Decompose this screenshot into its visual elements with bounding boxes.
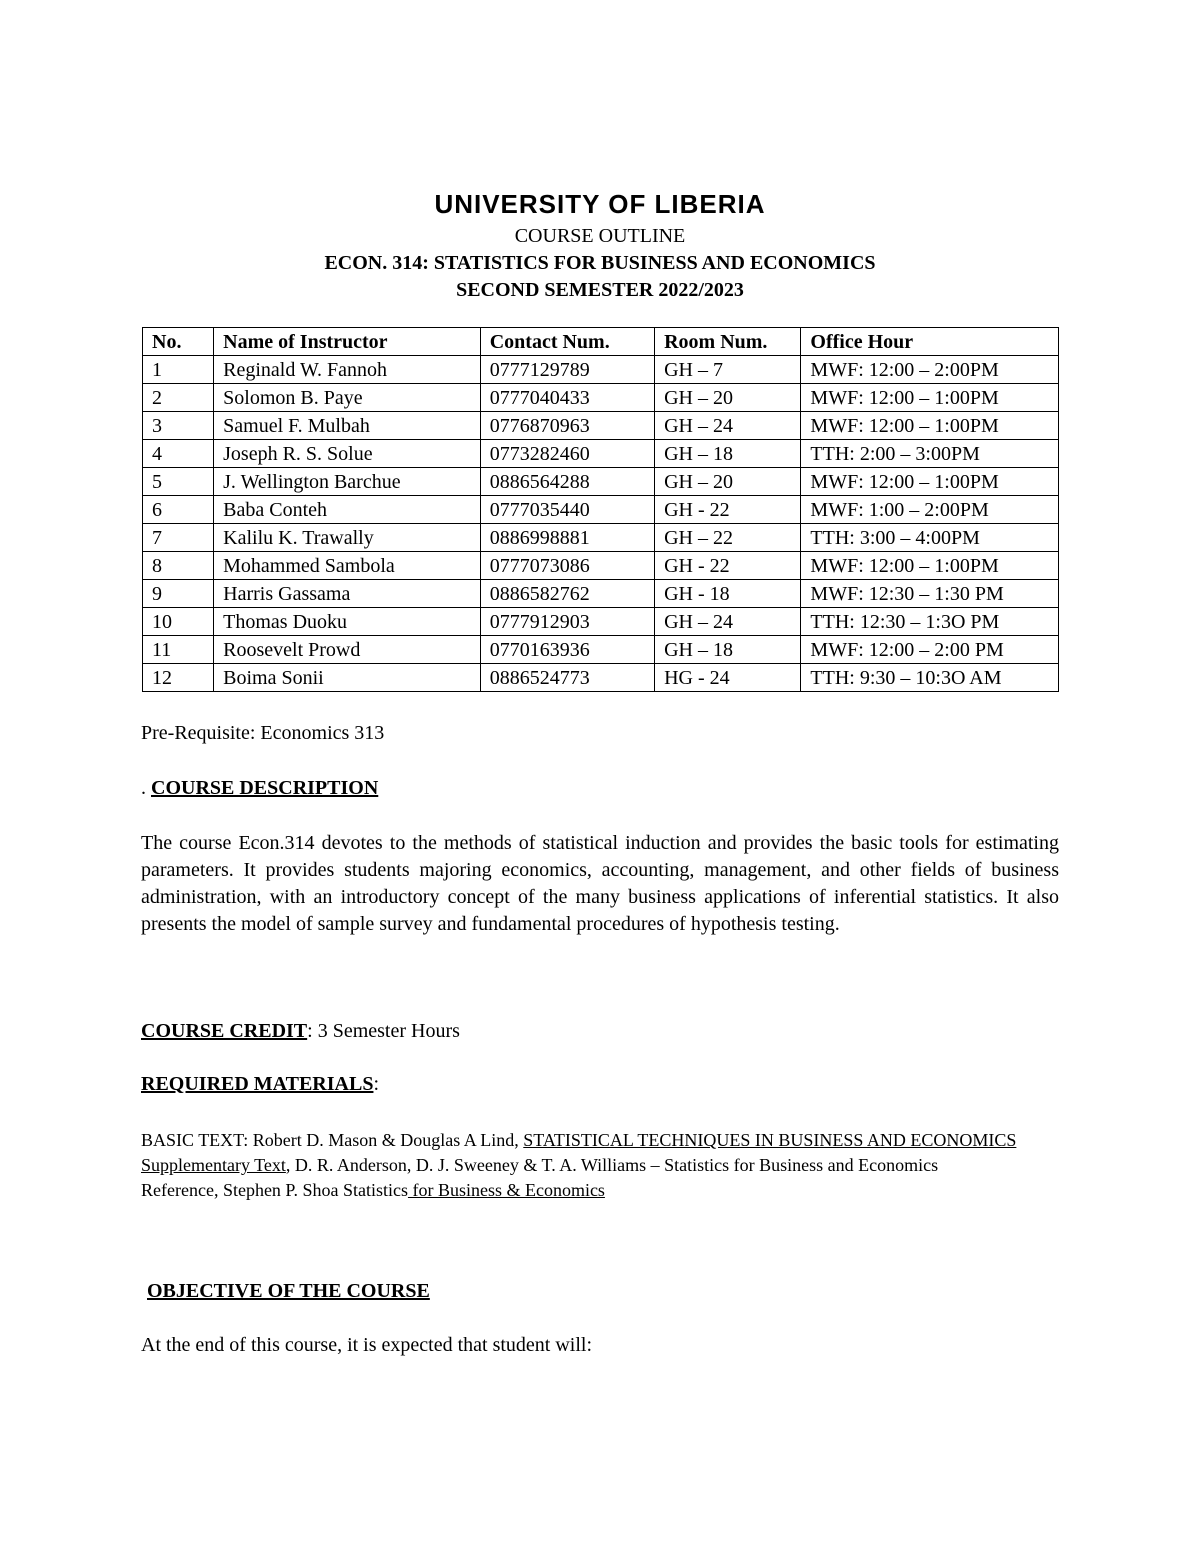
cell-contact: 0777073086 [480,552,654,580]
document-header [0,186,1200,304]
cell-room: GH - 18 [655,580,801,608]
instructor-table [142,327,1059,692]
materials-list [141,1128,1059,1203]
basic-text-title: STATISTICAL TECHNIQUES IN BUSINESS AND ECONOMICS [523,1130,1017,1150]
column-header-office-hour: Office Hour [801,328,1059,356]
cell-no: 5 [143,468,214,496]
cell-instructor-name: Samuel F. Mulbah [214,412,481,440]
column-header-contact: Contact Num. [480,328,654,356]
course-credit-value: : 3 Semester Hours [307,1020,460,1042]
cell-contact: 0773282460 [480,440,654,468]
cell-office-hour: TTH: 2:00 – 3:00PM [801,440,1059,468]
table-row [143,636,1059,664]
cell-instructor-name: Joseph R. S. Solue [214,440,481,468]
cell-instructor-name: Kalilu K. Trawally [214,524,481,552]
cell-contact: 0886524773 [480,664,654,692]
cell-office-hour: MWF: 12:00 – 2:00 PM [801,636,1059,664]
cell-office-hour: MWF: 12:30 – 1:30 PM [801,580,1059,608]
cell-office-hour: MWF: 12:00 – 1:00PM [801,468,1059,496]
cell-no: 12 [143,664,214,692]
cell-no: 10 [143,608,214,636]
table-row [143,552,1059,580]
table-row [143,608,1059,636]
column-header-name: Name of Instructor [214,328,481,356]
cell-instructor-name: Reginald W. Fannoh [214,356,481,384]
table-row [143,440,1059,468]
basic-text-label: BASIC TEXT: Robert D. Mason & Douglas A Lind, [141,1130,524,1150]
cell-contact: 0777035440 [480,496,654,524]
required-materials [141,1073,1059,1096]
cell-no: 9 [143,580,214,608]
cell-instructor-name: Roosevelt Prowd [214,636,481,664]
cell-office-hour: MWF: 12:00 – 1:00PM [801,552,1059,580]
cell-contact: 0776870963 [480,412,654,440]
course-description-heading: COURSE DESCRIPTION [151,777,379,799]
cell-contact: 0770163936 [480,636,654,664]
table-row [143,664,1059,692]
cell-no: 11 [143,636,214,664]
reference-text [141,1178,1059,1203]
cell-office-hour: MWF: 1:00 – 2:00PM [801,496,1059,524]
cell-contact: 0886998881 [480,524,654,552]
cell-room: GH – 18 [655,440,801,468]
cell-room: GH – 7 [655,356,801,384]
objective-heading: OBJECTIVE OF THE COURSE [147,1280,430,1302]
university-title: UNIVERSITY OF LIBERIA [434,189,766,219]
course-description-heading-line [141,777,1059,800]
cell-no: 7 [143,524,214,552]
cell-office-hour: MWF: 12:00 – 1:00PM [801,384,1059,412]
cell-no: 8 [143,552,214,580]
reference-text-label: Reference, Stephen P. Shoa Statistics [141,1180,408,1200]
cell-room: GH – 18 [655,636,801,664]
cell-no: 4 [143,440,214,468]
cell-instructor-name: Solomon B. Paye [214,384,481,412]
course-outline-label: COURSE OUTLINE [514,225,686,247]
cell-room: GH – 20 [655,384,801,412]
course-title: ECON. 314: STATISTICS FOR BUSINESS AND ECONOMICS [324,252,876,274]
cell-instructor-name: Harris Gassama [214,580,481,608]
table-row [143,356,1059,384]
cell-instructor-name: Thomas Duoku [214,608,481,636]
table-row [143,496,1059,524]
cell-contact: 0886564288 [480,468,654,496]
cell-room: GH - 22 [655,496,801,524]
cell-no: 6 [143,496,214,524]
supplementary-text-label: Supplementary Text [141,1155,286,1175]
cell-instructor-name: Mohammed Sambola [214,552,481,580]
cell-room: GH – 24 [655,412,801,440]
cell-no: 3 [143,412,214,440]
table-header-row [143,328,1059,356]
course-credit-heading: COURSE CREDIT [141,1020,308,1042]
required-materials-heading: REQUIRED MATERIALS [141,1073,374,1095]
cell-office-hour: MWF: 12:00 – 2:00PM [801,356,1059,384]
cell-office-hour: TTH: 3:00 – 4:00PM [801,524,1059,552]
cell-no: 1 [143,356,214,384]
cell-office-hour: TTH: 12:30 – 1:3O PM [801,608,1059,636]
table-row [143,524,1059,552]
table-row [143,468,1059,496]
cell-room: HG - 24 [655,664,801,692]
table-row [143,384,1059,412]
cell-instructor-name: Baba Conteh [214,496,481,524]
cell-instructor-name: Boima Sonii [214,664,481,692]
cell-room: GH – 22 [655,524,801,552]
cell-office-hour: MWF: 12:00 – 1:00PM [801,412,1059,440]
supplementary-text-details: , D. R. Anderson, D. J. Sweeney & T. A. Williams – Statistics for Business and Economics [285,1155,939,1175]
course-credit [141,1020,1059,1043]
supplementary-text [141,1153,1059,1178]
basic-text [141,1128,1059,1153]
required-materials-colon: : [373,1073,380,1095]
semester-label: SECOND SEMESTER 2022/2023 [456,279,744,301]
cell-contact: 0777040433 [480,384,654,412]
cell-instructor-name: J. Wellington Barchue [214,468,481,496]
heading-prefix: . [141,777,151,799]
reference-text-title: for Business & Economics [407,1180,605,1200]
cell-contact: 0886582762 [480,580,654,608]
cell-no: 2 [143,384,214,412]
table-row [143,412,1059,440]
cell-room: GH – 20 [655,468,801,496]
column-header-no: No. [143,328,214,356]
course-description-text: The course Econ.314 devotes to the methods of statistical induction and provides the basic tools for estimating parameters. It provides students majoring economics, accounting, management, and other fields of business administration, with an introductory concept of the many business applications of inferential statistics. It also presents the model of sample survey and fundamental procedures of hypothesis testing. [141,832,1059,935]
table-row [143,580,1059,608]
cell-office-hour: TTH: 9:30 – 10:3O AM [801,664,1059,692]
objective-text: At the end of this course, it is expected that student will: [141,1334,593,1356]
cell-contact: 0777129789 [480,356,654,384]
prerequisite: Pre-Requisite: Economics 313 [141,722,385,744]
objective-heading-line [147,1280,1065,1303]
cell-room: GH - 22 [655,552,801,580]
cell-room: GH – 24 [655,608,801,636]
cell-contact: 0777912903 [480,608,654,636]
instructor-table-body [143,356,1059,692]
column-header-room: Room Num. [655,328,801,356]
